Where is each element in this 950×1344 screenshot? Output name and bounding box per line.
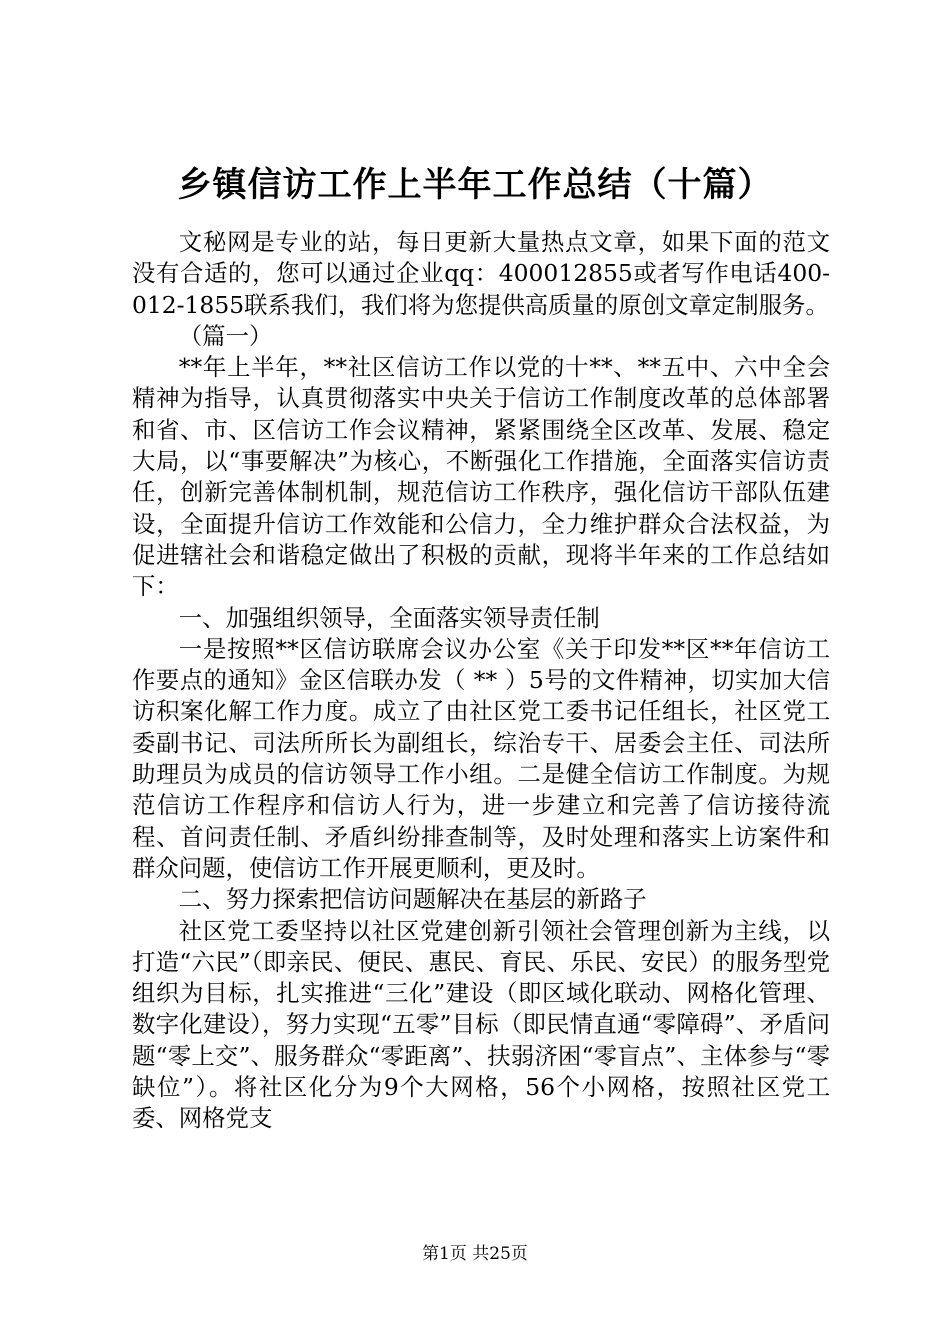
section-heading: 二、努力探索把信访问题解决在基层的新路子 <box>178 885 647 914</box>
intro-paragraph: 文秘网是专业的站，每日更新大量热点文章，如果下面的范文没有合适的，您可以通过企业qq：400012855或者写作电话400-012-1855联系我们，我们将为您提供高质量的原创文章定制服务。 <box>132 228 830 319</box>
body-paragraph: 一是按照**区信访联席会议办公室《关于印发**区**年信访工作要点的通知》金区信联办发（ ** ）5号的文件精神，切实加大信访积案化解工作力度。成立了由社区党工委书记任组长，社区党工委副书记、司法所所长为副组长，综治专干、居委会主任、司法所助理员为成员的信访领导工作小组。二是健全信访工作制度。为规范信访工作程序和信访人行为，进一步建立和完善了信访接待流程、首问责任制、矛盾纠纷排查制等，及时处理和落实上访案件和群众问题，使信访工作开展更顺利，更及时。 <box>132 634 830 882</box>
document-title: 乡镇信访工作上半年工作总结（十篇） <box>177 165 773 205</box>
body-paragraph: 社区党工委坚持以社区党建创新引领社会管理创新为主线，以打造“六民”（即亲民、便民、惠民、育民、乐民、安民）的服务型党组织为目标，扎实推进“三化”建设（即区域化联动、网格化管理、数字化建设），努力实现“五零”目标（即民情直通“零障碍”、矛盾问题“零上交”、服务群众“零距离”、扶弱济困“零盲点”、主体参与“零缺位”）。将社区化分为9个大网格，56个小网格，按照社区党工委、网格党支 <box>132 916 830 1133</box>
body-paragraph: **年上半年，**社区信访工作以党的十**、**五中、六中全会精神为指导，认真贯彻落实中央关于信访工作制度改革的总体部署和省、市、区信访工作会议精神，紧紧围绕全区改革、发展、稳定大局，以“事要解决”为核心，不断强化工作措施，全面落实信访责任，创新完善体制机制，规范信访工作秩序，强化信访干部队伍建设，全面提升信访工作效能和公信力，全力维护群众合法权益，为促进辖社会和谐稳定做出了积极的贡献，现将半年来的工作总结如下： <box>132 353 830 601</box>
section-label: （篇一） <box>178 321 273 350</box>
document-body <box>132 227 830 1135</box>
page-number: 第1页 共25页 <box>422 1244 528 1264</box>
section-heading: 一、加强组织领导，全面落实领导责任制 <box>178 603 600 632</box>
